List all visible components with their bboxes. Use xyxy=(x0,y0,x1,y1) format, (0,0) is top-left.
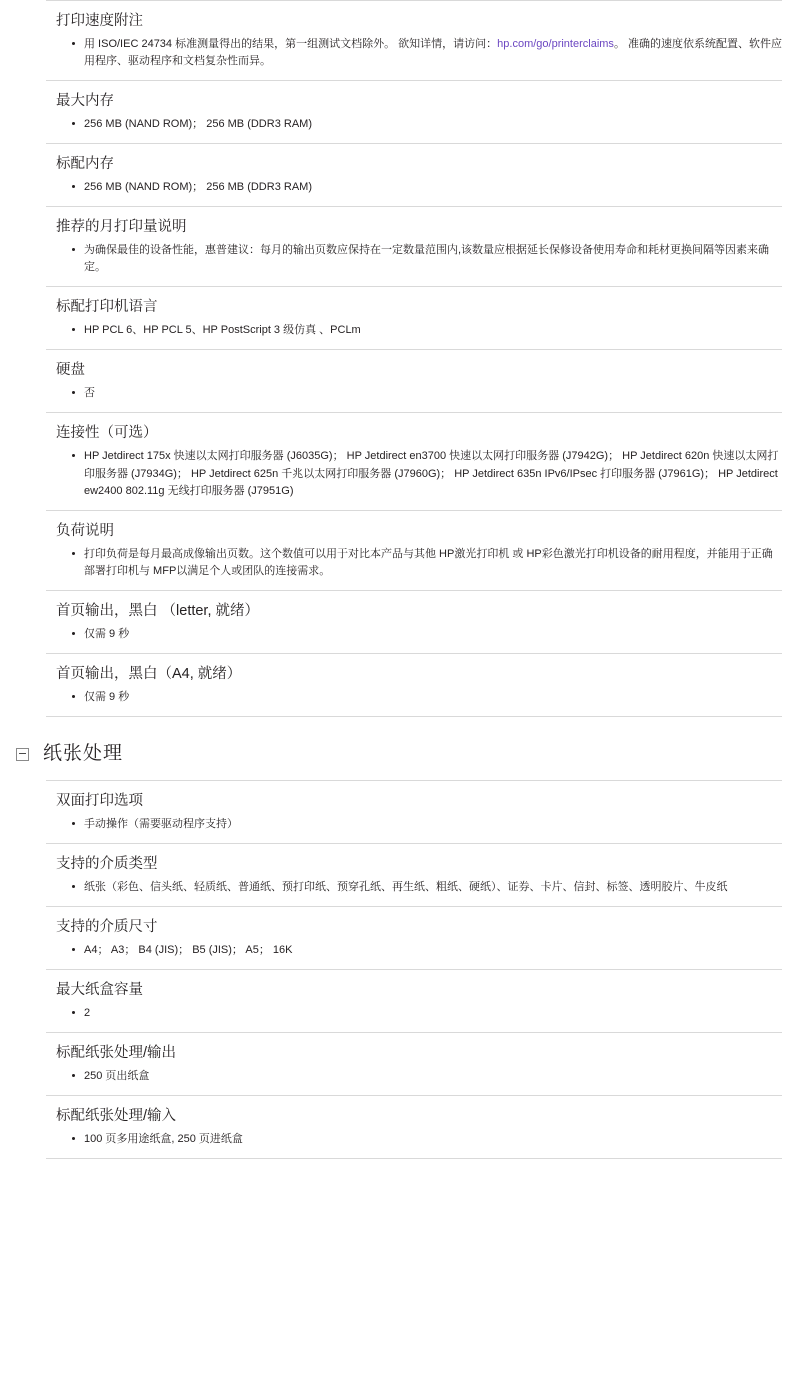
spec-value-list xyxy=(46,179,782,196)
spec-value: HP Jetdirect 175x 快速以太网打印服务器 (J6035G)； HP Jetdirect en3700 快速以太网打印服务器 (J7942G)； HP Jetdirect 620n 快速以太网打印服务器 (J7934G)； HP Jetdirect 625n 千兆以太网打印服务器 (J7960G)； HP Jetdirect 635n IPv6/IPsec 打印服务器 (J7961G)； HP Jetdirect ew2400 802.11g 无线打印服务器 (J7951G) xyxy=(56,448,782,499)
spec-label: 硬盘 xyxy=(56,362,85,379)
spec-value-list xyxy=(46,546,782,580)
spec-row xyxy=(46,907,782,970)
spec-value: 2 xyxy=(56,1005,782,1022)
spec-list-print-specs xyxy=(46,0,782,717)
spec-value: 仅需 9 秒 xyxy=(56,626,782,643)
spec-value-list xyxy=(46,116,782,133)
spec-value: 256 MB (NAND ROM)； 256 MB (DDR3 RAM) xyxy=(56,116,782,133)
section-header-paper-handling xyxy=(16,743,782,766)
spec-value: 纸张（彩色、信头纸、轻质纸、普通纸、预打印纸、预穿孔纸、再生纸、粗纸、硬纸）、证券、卡片、信封、标签、透明胶片、牛皮纸 xyxy=(56,879,782,896)
spec-value-list xyxy=(46,448,782,499)
spec-label: 最大纸盒容量 xyxy=(56,981,143,998)
spec-value-list xyxy=(46,1005,782,1022)
spec-label: 负荷说明 xyxy=(56,522,114,539)
spec-list-paper-handling xyxy=(46,780,782,1159)
spec-row xyxy=(46,144,782,207)
spec-label: 连接性（可选） xyxy=(56,425,158,442)
spec-value: 打印负荷是每月最高成像输出页数。这个数值可以用于对比本产品与其他 HP激光打印机 或 HP彩色激光打印机设备的耐用程度，并能用于正确部署打印机与 MFP以满足个人或团队的连接需求。 xyxy=(56,546,782,580)
spec-value: 为确保最佳的设备性能，惠普建议：每月的输出页数应保持在一定数量范围内,该数量应根据延长保修设备使用寿命和耗材更换间隔等因素来确定。 xyxy=(56,242,782,276)
printerclaims-link[interactable]: hp.com/go/printerclaims xyxy=(497,38,614,51)
spec-value-list xyxy=(46,322,782,339)
spec-value-list xyxy=(46,1131,782,1148)
spec-label: 标配纸张处理/输出 xyxy=(56,1044,177,1061)
spec-value: A4； A3； B4 (JIS)； B5 (JIS)； A5； 16K xyxy=(56,942,782,959)
spec-value-list xyxy=(46,689,782,706)
spec-row xyxy=(46,970,782,1033)
spec-value: 仅需 9 秒 xyxy=(56,689,782,706)
spec-row xyxy=(46,81,782,144)
spec-value: 手动操作（需要驱动程序支持） xyxy=(56,816,782,833)
spec-row xyxy=(46,207,782,287)
spec-row xyxy=(46,654,782,717)
spec-value-list xyxy=(46,626,782,643)
spec-value-list xyxy=(46,942,782,959)
collapse-minus-icon[interactable] xyxy=(16,748,29,761)
spec-row xyxy=(46,591,782,654)
spec-row xyxy=(46,844,782,907)
spec-label: 首页输出，黑白（A4, 就绪） xyxy=(56,665,242,682)
spec-value-list xyxy=(46,385,782,402)
spec-label: 支持的介质尺寸 xyxy=(56,918,158,935)
spec-label: 支持的介质类型 xyxy=(56,855,158,872)
spec-label: 推荐的月打印量说明 xyxy=(56,219,187,236)
spec-label: 标配纸张处理/输入 xyxy=(56,1107,177,1124)
section-title: 纸张处理 xyxy=(43,742,124,764)
spec-value-list xyxy=(46,36,782,70)
spec-row xyxy=(46,350,782,413)
spec-value: 256 MB (NAND ROM)； 256 MB (DDR3 RAM) xyxy=(56,179,782,196)
spec-label: 标配打印机语言 xyxy=(56,299,158,316)
spec-row xyxy=(46,511,782,591)
spec-label: 打印速度附注 xyxy=(56,13,143,29)
spec-value: HP PCL 6、HP PCL 5、HP PostScript 3 级仿真 、PCLm xyxy=(56,322,782,339)
spec-row xyxy=(46,780,782,844)
spec-value-list xyxy=(46,1068,782,1085)
spec-value-list xyxy=(46,816,782,833)
spec-value-list xyxy=(46,879,782,896)
spec-row xyxy=(46,1096,782,1159)
spec-label: 首页输出，黑白 （letter, 就绪） xyxy=(56,602,260,619)
spec-value-list xyxy=(46,242,782,276)
spec-row xyxy=(46,287,782,350)
spec-row xyxy=(46,413,782,510)
spec-value: 100 页多用途纸盒, 250 页进纸盒 xyxy=(56,1131,782,1148)
spec-row xyxy=(46,1033,782,1096)
spec-label: 双面打印选项 xyxy=(56,792,143,809)
spec-value: 用 ISO/IEC 24734 标准测量得出的结果，第一组测试文档除外。 欲知详情，请访问：hp.com/go/printerclaims。 准确的速度依系统配置、软件应用程序、驱动程序和文档复杂性而异。 xyxy=(56,36,782,70)
spec-row xyxy=(46,0,782,81)
spec-value: 250 页出纸盒 xyxy=(56,1068,782,1085)
spec-label: 最大内存 xyxy=(56,93,114,110)
spec-value: 否 xyxy=(56,385,782,402)
page-bottom-spacer xyxy=(0,1159,800,1177)
spec-label: 标配内存 xyxy=(56,156,114,173)
